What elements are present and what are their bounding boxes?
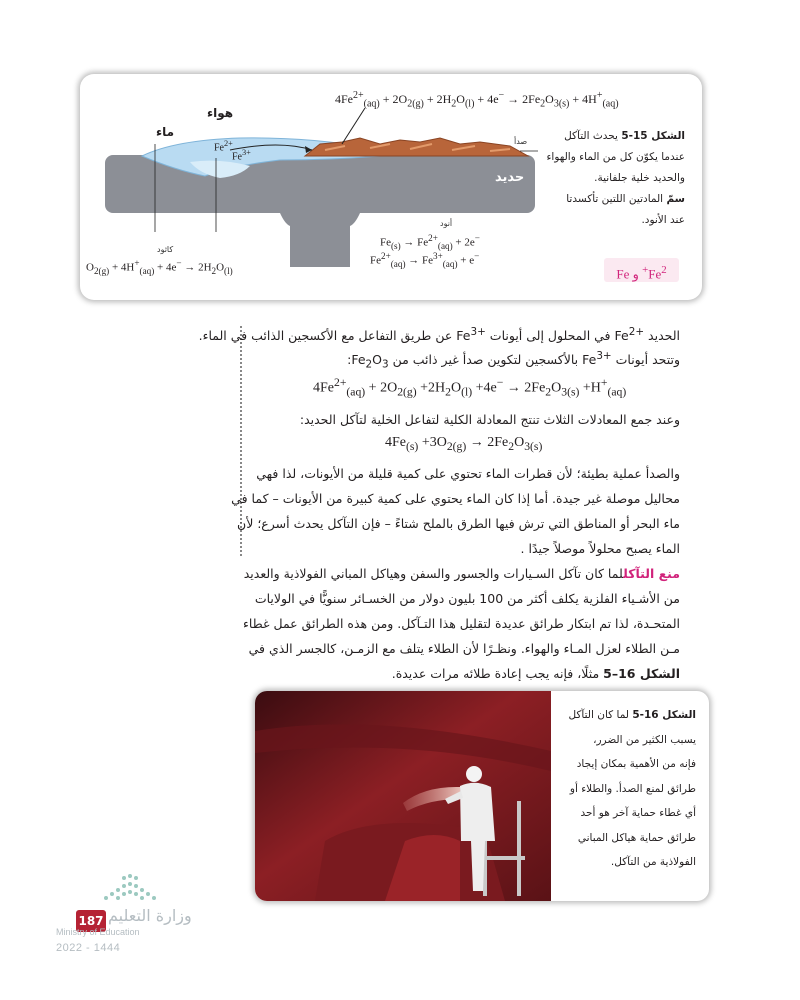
body-para3-line2: محاليل موصلة غير جيدة. أما إذا كان الماء يحتوي على كمية كبيرة من الأيونات – كما في xyxy=(231,491,680,506)
body-para4-line5: الشكل 16–5 مثلًا، فإنه يجب إعادة طلائه مرات عديدة. xyxy=(391,666,680,681)
figure-15-5-caption xyxy=(540,126,685,231)
fig16-caption-title: الشكل 16-5 xyxy=(632,709,696,721)
body-equation-1: $4Fe^{2+}_{(aq)} + 2O_{2(g)} +2H_2O_{(l)} +4e^- \to 2Fe_2O_{3(s)} +H^+_{(aq)}$ xyxy=(313,376,627,399)
body-para1-line2: وتتحد أيونات $Fe^{3+}$ بالأكسجين لتكوين صدأ غير ذائب من $Fe_2O_3$: xyxy=(347,350,680,371)
caption-line-3: والحديد خلية جلفانية. xyxy=(594,172,685,184)
body-para3-line4: الماء يصبح محلولاً موصلاً جيدًا . xyxy=(520,541,680,556)
fig16-caption-line-1: الشكل 16-5 لما كان التآكل xyxy=(568,709,696,721)
body-para4-line4: مـن الطلاء لعزل المـاء والهواء. ونظـرًا لأن الطلاء يتلف مع الزمـن، كالجسر الذي في xyxy=(248,641,680,656)
caption-title: الشكل 15-5 xyxy=(621,130,685,142)
anode-equation-1: $Fe_{(s)} \to Fe^{2+}_{(aq)} + 2e^-$ xyxy=(380,233,480,251)
figure-ref: الشكل 16–5 xyxy=(603,666,680,681)
figure-16-5-caption xyxy=(556,703,696,875)
fig16-caption-line-5: أي غطاء حماية آخر هو أحد xyxy=(580,807,696,819)
cathode-equation: $O_{2(g)} + 4H^+_{(aq)} + 4e^- \to 2H_2O_{(l)}$ xyxy=(86,258,233,276)
rust-label: صدأ xyxy=(514,137,528,146)
anode-equation-2: $Fe^{2+}_{(aq)} \to Fe^{3+}_{(aq)} + e^-$ xyxy=(370,251,480,269)
section-heading-prevent-corrosion: منع التآكل xyxy=(623,566,680,581)
edition-year: 2022 - 1444 xyxy=(56,942,121,954)
body-para3-line1: والصدأ عملية بطيئة؛ لأن قطرات الماء تحتوي على كمية قليلة من الأيونات، لذا فهي xyxy=(256,466,680,481)
caption-line-1: الشكل 15-5 يحدث التآكل xyxy=(564,130,685,142)
scaffold-pole-2 xyxy=(517,801,521,896)
body-para4-line1: منع التآكللما كان تآكل السـيارات والجسور والسفن وهياكل المباني الفولاذية والعديد xyxy=(243,566,680,581)
page-number: 187 xyxy=(78,914,104,928)
fe3-ion: $Fe^{3+}$ xyxy=(232,148,251,163)
body-para3-line3: ماء البحر أو المناطق التي ترش فيها الطرق بالملح شتاءً – فإن التآكل يحدث أسرع؛ لأن xyxy=(237,516,680,531)
body-equation-2: $4Fe_{(s)} +3O_{2(g)} \to 2Fe_2O_{3(s)}$ xyxy=(385,435,543,453)
body-para4-line2: من الأشـياء الفلزية يكلف أكثر من 100 بليون دولار من الخسـائر سنويًّا في الولايات xyxy=(254,591,680,606)
body-para4-line3: المتحـدة، لذا تم ابتكار طرائق عديدة لتقليل هذا التـآكل. ومن هذه الطرائق عمل غطاء xyxy=(243,616,680,631)
caption-line-4: سمّ المادتين اللتين تأكسدتا xyxy=(566,193,685,205)
caption-line-5: عند الأنود. xyxy=(641,214,685,226)
scaffold-bar xyxy=(480,856,525,860)
ministry-name-arabic: وزارة التعليم xyxy=(108,906,192,925)
ship-painting-photo xyxy=(255,691,551,901)
water-label: ماء xyxy=(156,125,175,139)
caption-line-2: عندما يكوّن كل من الماء والهواء xyxy=(546,151,685,163)
iron-label: حديد xyxy=(495,170,525,185)
iron-beam-stem xyxy=(280,213,360,267)
body-para1-line1: الحديد $Fe^{2+}$ في المحلول إلى أيونات $Fe^{3+}$ عن طريق التفاعل مع الأكسجين الذائب في الماء. xyxy=(198,326,680,344)
air-label: هواء xyxy=(207,106,234,120)
top-equation: $4Fe^{2+}_{(aq)} + 2O_{2(g)} + 2H_2O_{(l)} + 4e^- \to 2Fe_2O_{3(s)} + 4H^+_{(aq)}$ xyxy=(335,90,619,110)
anode-label: أنود xyxy=(440,219,453,228)
fig16-caption-line-6: طرائق حماية هياكل المباني xyxy=(577,831,696,844)
worker-helmet xyxy=(466,766,482,782)
answer-text: $Fe^{2+}$ و Fe xyxy=(616,264,667,282)
fig16-caption-line-4: طرائق لمنع الصدأ. والطلاء أو xyxy=(569,782,696,795)
cathode-label: كاثود xyxy=(157,245,174,254)
ministry-logo-dots xyxy=(100,872,158,904)
fig16-caption-line-3: فإنه من الأهمية بمكان إيجاد xyxy=(576,758,696,770)
caption-question-word: سمّ xyxy=(666,193,685,205)
ministry-name-english: Ministry of Education xyxy=(56,927,140,937)
fe2-ion: $Fe^{2+}$ xyxy=(214,139,233,154)
body-para2: وعند جمع المعادلات الثلاث تنتج المعادلة الكلية لتفاعل الخلية لتآكل الحديد: xyxy=(299,412,680,427)
fig16-caption-line-2: يسبب الكثير من الضرر، xyxy=(593,733,696,746)
fig16-caption-line-7: الفولاذية من التآكل. xyxy=(610,856,696,868)
